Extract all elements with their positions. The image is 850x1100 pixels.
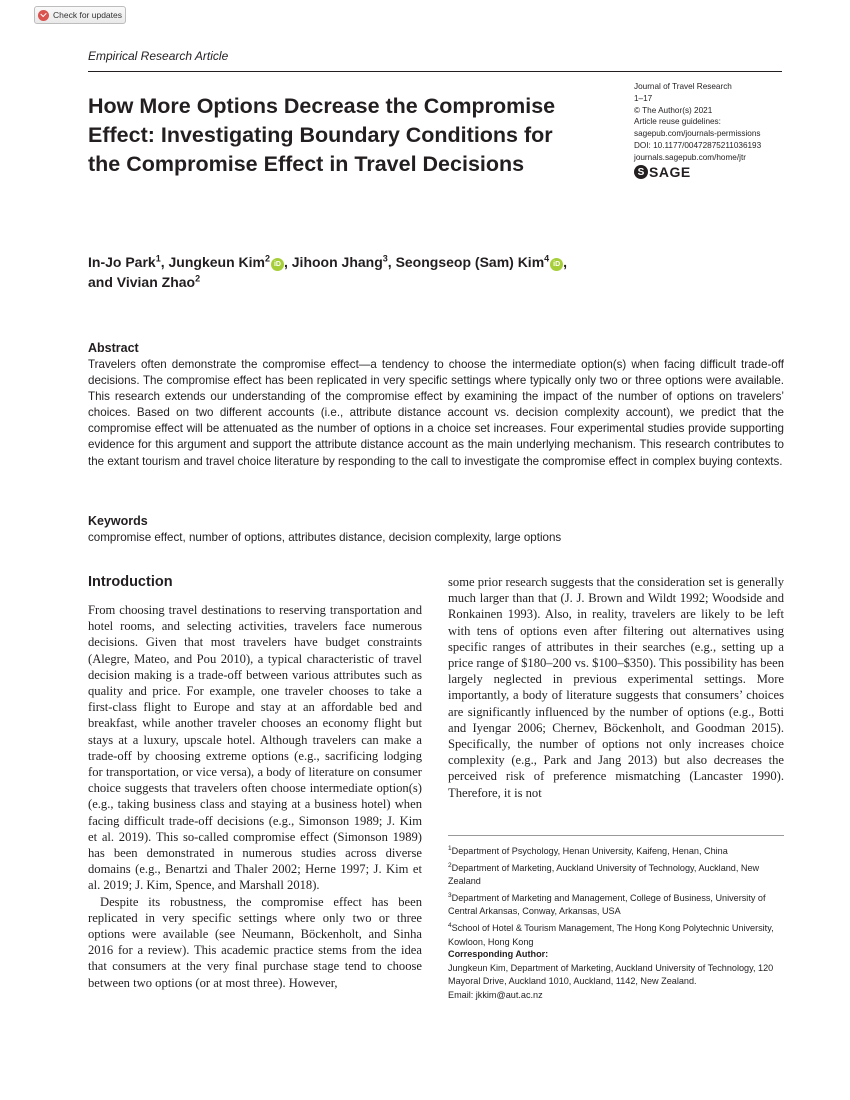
affiliation-item xyxy=(448,889,788,919)
affiliation-item xyxy=(448,919,788,949)
author-name: Jungkeun Kim xyxy=(168,254,265,270)
orcid-icon[interactable]: iD xyxy=(550,258,563,271)
orcid-icon[interactable]: iD xyxy=(271,258,284,271)
right-column xyxy=(448,574,784,801)
author-list xyxy=(88,252,708,292)
affiliation-item xyxy=(448,859,788,889)
corresponding-author xyxy=(448,948,788,1002)
affiliation-number: 2 xyxy=(448,861,452,869)
author-affiliation-number: 3 xyxy=(382,253,388,264)
journal-info xyxy=(634,81,794,164)
footnote-divider xyxy=(448,835,784,836)
affiliation-number: 4 xyxy=(448,922,452,930)
author-affiliation-number: 4 xyxy=(544,253,550,264)
corresponding-address: Jungkeun Kim, Department of Marketing, Auckland University of Technology, 120 Mayoral Drive, Auckland 1010, Auckland, 1142, New Zealand. xyxy=(448,962,774,987)
sage-wordmark: SAGE xyxy=(649,164,691,180)
article-title: How More Options Decrease the Compromise Effect: Investigating Boundary Conditions for the Compromise Effect in Travel Decisions xyxy=(88,94,556,176)
sage-logo xyxy=(634,164,691,180)
abstract-heading: Abstract xyxy=(88,341,139,355)
body-paragraph: From choosing travel destinations to reserving transportation and hotel rooms, and selecting activities, travelers face numerous decisions. Given that most travelers have budget constraints (Alegre, Mateo, and Pou 2010), a typical characteristic of travel decision making is a trade-off between various attributes such as quality and price. For example, one traveler chooses to take a first-class flight to Europe and stay at an affordable bed and breakfast, while another traveler chooses an economy flight but stays at a luxury, upscale hotel. Although travelers can make a trade-off by choosing extreme options (e.g., sacrificing lodging for transportation, or vice versa), a body of literature on consumer choice suggests that travelers often choose intermediate option(s) (e.g., taking business class and staying at a business hotel) when facing difficult trade-off decisions (e.g., Simonson 1989; J. Kim et al. 2019). This so-called compromise effect (Simonson 1989) has been demonstrated in numerous studies across diverse domains (e.g., Benartzi and Thaler 2002; Herne 1997; J. Kim et al. 2019; J. Kim, Spence, and Marshall 2018). xyxy=(88,603,422,893)
abstract-text: Travelers often demonstrate the compromise effect—a tendency to choose the intermediate option(s) when facing difficult trade-off decisions. The compromise effect has been replicated in very specific settings where typically only two or three options were available. This research extends our understanding of the compromise effect by examining the impact of the number of options on travelers’ choices. Based on two different accounts (i.e., attribute distance account vs. decision complexity account), we predict that the compromise effect will be attenuated as the number of options in a choice set increases. Four experimental studies provide supporting evidence for this argument and support the attribute distance account as the main underlying mechanism. This research contributes to the extant tourism and travel choice literature by responding to the call to investigate the compromise effect in complex buying contexts. xyxy=(88,358,784,468)
doi[interactable]: DOI: 10.1177/00472875211036193 xyxy=(634,140,762,150)
sage-icon: S xyxy=(634,165,648,179)
affiliations xyxy=(448,842,788,949)
keywords-heading: Keywords xyxy=(88,514,148,528)
author-affiliation-number: 2 xyxy=(195,273,201,284)
reuse-guidelines: Article reuse guidelines: xyxy=(634,117,721,127)
author-name: Seongseop (Sam) Kim xyxy=(395,254,545,270)
author-name: Jihoon Jhang xyxy=(291,254,383,270)
body-paragraph: some prior research suggests that the consideration set is generally much larger than that (J. J. Brown and Wildt 1992; Woodside and Ronkainen 1993). Also, in reality, travelers are likely to be left with tens of options even after filtering out alternatives using specific ranges of attributes in their searches (e.g., setting up a price range of $180–200 vs. $100–$350). This possibility has been largely neglected in previous experimental settings. More importantly, a body of literature suggests that consumers’ choices are significantly influenced by the number of options (e.g., Botti and Iyengar 2006; Chernev, Böckenholt, and Goodman 2015). Specifically, the number of options not only increases choice complexity (e.g., Park and Jang 2013) but also decreases the perceived risk of preference mismatching (Lancaster 1990). Therefore, it is not xyxy=(448,575,784,800)
author-separator: , xyxy=(387,254,396,270)
affiliation-text: Department of Marketing, Auckland University of Technology, Auckland, New Zealand xyxy=(448,862,760,887)
copyright: © The Author(s) 2021 xyxy=(634,105,713,115)
article-type: Empirical Research Article xyxy=(88,49,229,63)
introduction-heading: Introduction xyxy=(88,574,173,590)
journal-name: Journal of Travel Research xyxy=(634,82,732,91)
affiliation-item xyxy=(448,842,788,859)
author-name: and Vivian Zhao xyxy=(88,274,196,290)
corresponding-email[interactable]: Email: jkkim@aut.ac.nz xyxy=(448,989,543,1000)
check-for-updates-button[interactable] xyxy=(34,6,126,24)
author-separator: , xyxy=(563,254,568,270)
header-divider xyxy=(88,71,782,72)
author-separator: , xyxy=(283,254,292,270)
author-name: In-Jo Park xyxy=(88,254,156,270)
affiliation-number: 1 xyxy=(448,845,452,852)
page-range: 1–17 xyxy=(634,93,653,103)
corresponding-heading: Corresponding Author: xyxy=(448,949,549,959)
affiliation-text: Department of Psychology, Henan University, Kaifeng, Henan, China xyxy=(451,846,728,857)
affiliation-text: Department of Marketing and Management, College of Business, University of Central Arkansas, Conway, Arkansas, USA xyxy=(448,892,766,917)
author-separator: , xyxy=(160,254,169,270)
body-paragraph: Despite its robustness, the compromise effect has been replicated in very specific settings where only two or three options were available (see Neumann, Böckenholt, and Sinha 2016 for a review). This academic practice stems from the idea that consumers at the very final purchase stage tend to choose between two options (or at most three). However, xyxy=(88,894,422,990)
author-affiliation-number: 1 xyxy=(155,253,161,264)
keywords-text: compromise effect, number of options, attributes distance, decision complexity, large options xyxy=(88,531,562,544)
permissions-link[interactable]: sagepub.com/journals-permissions xyxy=(634,129,761,139)
journal-home-link[interactable]: journals.sagepub.com/home/jtr xyxy=(634,152,746,162)
left-column xyxy=(88,602,422,991)
checkmark-icon xyxy=(38,10,49,21)
affiliation-number: 3 xyxy=(448,891,452,899)
check-for-updates-label: Check for updates xyxy=(53,10,122,20)
author-affiliation-number: 2 xyxy=(264,253,270,264)
affiliation-text: School of Hotel & Tourism Management, The Hong Kong Polytechnic University, Kowloon, Hong Kong xyxy=(448,923,774,947)
